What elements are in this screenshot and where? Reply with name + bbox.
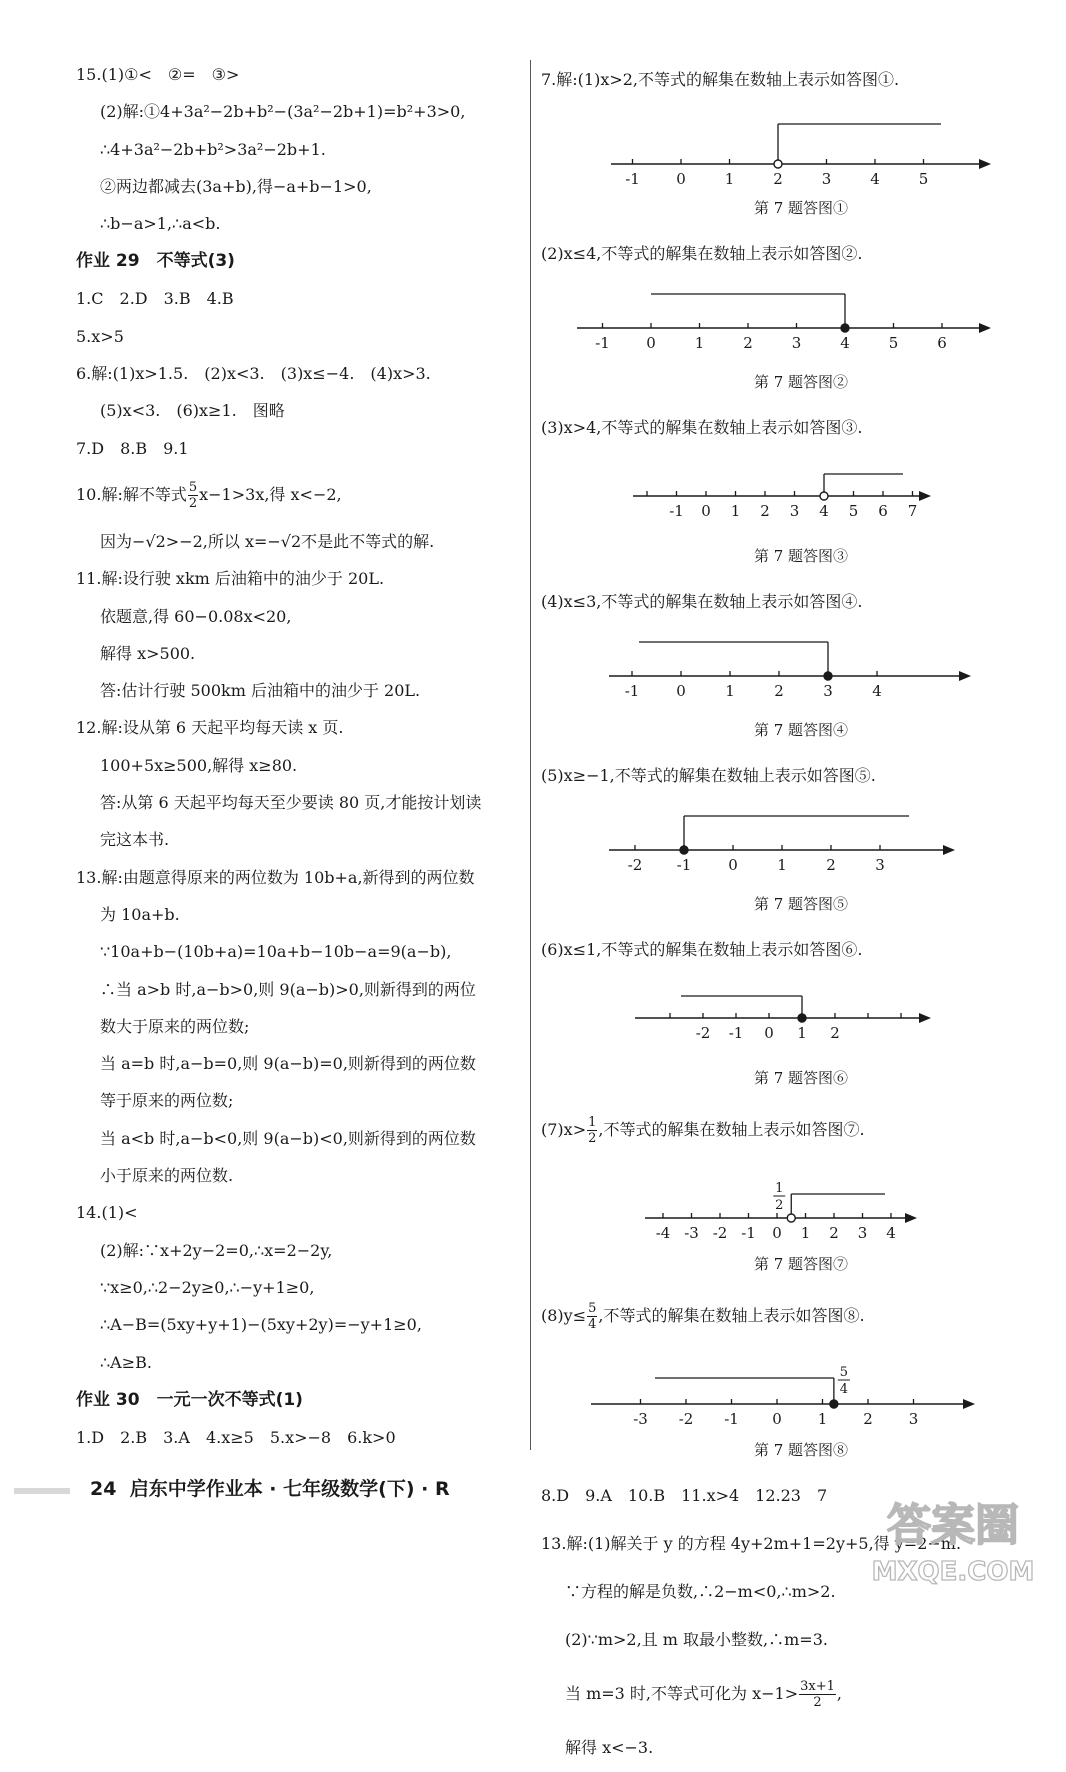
axis-arrow-icon <box>979 159 991 169</box>
tick-label: -3 <box>684 1224 699 1242</box>
fraction-3x1-2 <box>799 1679 836 1710</box>
tick-label: 0 <box>772 1224 782 1242</box>
fraction-denominator: 4 <box>588 1317 597 1332</box>
answer-13-3: (2)∵m>2,且 m 取最小整数,∴m=3. <box>565 1630 828 1649</box>
tick-label: 1 <box>797 1024 807 1042</box>
figure-8-caption: 第 7 题答图⑧ <box>753 1441 849 1459</box>
number-line-8 <box>541 1346 1041 1432</box>
answer-29-7-9: 7.D 8.B 9.1 <box>76 438 189 458</box>
number-line-5 <box>541 800 1041 886</box>
tick-label: -2 <box>678 1410 694 1428</box>
tick-label: 1 <box>694 334 705 352</box>
tick-label: 0 <box>676 682 686 700</box>
number-line-5-svg <box>541 800 1021 886</box>
fraction-denominator: 2 <box>813 1695 822 1710</box>
tick-label: -2 <box>695 1024 711 1042</box>
tick-label: -2 <box>712 1224 728 1242</box>
number-line-1 <box>541 104 1041 190</box>
endpoint-frac-num: 5 <box>839 1365 849 1380</box>
open-endpoint <box>774 160 782 168</box>
figure-4-text: (4)x≤3,不等式的解集在数轴上表示如答图④. <box>541 592 863 611</box>
figure-4-caption: 第 7 题答图④ <box>753 721 849 739</box>
tick-label: 0 <box>764 1024 774 1042</box>
fraction-numerator: 1 <box>588 1115 597 1130</box>
tick-label: -1 <box>676 856 692 874</box>
axis-arrow-icon <box>905 1213 917 1223</box>
tick-label: 6 <box>937 334 947 352</box>
tick-label: 0 <box>728 856 738 874</box>
closed-endpoint <box>798 1014 806 1022</box>
answer-29-6: 6.解:(1)x>1.5. (2)x<3. (3)x≤−4. (4)x>3. <box>76 364 431 384</box>
figure-7-text <box>541 1100 1041 1160</box>
answer-29-13e: 数大于原来的两位数; <box>100 1016 250 1036</box>
number-line-7-svg <box>541 1160 1021 1246</box>
tick-label: 2 <box>863 1410 873 1428</box>
closed-endpoint <box>841 324 849 332</box>
answer-13-2: ∵方程的解是负数,∴2−m<0,∴m>2. <box>565 1582 836 1601</box>
answer-29-11c: 解得 x>500. <box>100 643 196 663</box>
tick-label: -1 <box>669 502 684 520</box>
number-line-2 <box>541 278 1041 364</box>
page-number: 24 <box>90 1478 117 1500</box>
answer-15-1: 15.(1)①< ②= ③> <box>76 65 240 84</box>
axis-arrow-icon <box>943 845 955 855</box>
answer-15-5: ∴b−a>1,∴a<b. <box>100 214 221 234</box>
answer-13-1: 13.解:(1)解关于 y 的方程 4y+2m+1=2y+5,得 y=2−m. <box>541 1534 962 1553</box>
tick-label: 1 <box>725 682 735 700</box>
answer-29-1-4: 1.C 2.D 3.B 4.B <box>76 289 234 309</box>
number-line-4 <box>541 626 1041 712</box>
tick-label: -1 <box>625 170 640 188</box>
endpoint-frac-den: 2 <box>775 1198 784 1213</box>
tick-label: 3 <box>908 1410 919 1428</box>
number-line-3-svg <box>541 452 1021 538</box>
answer-29-13b: 为 10a+b. <box>100 904 180 924</box>
tick-label: 2 <box>826 856 836 874</box>
fraction-5-2 <box>188 480 198 511</box>
answer-29-5: 5.x>5 <box>76 326 124 346</box>
tick-label: 3 <box>789 502 800 520</box>
answer-13-4-pre: 当 m=3 时,不等式可化为 x−1> <box>565 1684 799 1703</box>
tick-label: 6 <box>878 502 888 520</box>
axis-arrow-icon <box>919 491 931 501</box>
fraction-denominator: 2 <box>188 495 198 511</box>
answer-29-6b: (5)x<3. (6)x≥1. 图略 <box>100 401 285 421</box>
fraction-numerator: 5 <box>588 1301 597 1316</box>
answer-29-10-post: x−1>3x,得 x<−2, <box>199 484 342 504</box>
number-line-2-svg <box>541 278 1021 364</box>
open-endpoint <box>820 492 828 500</box>
answer-30-1-6: 1.D 2.B 3.A 4.x≥5 5.x>−8 6.k>0 <box>76 1427 396 1447</box>
tick-label: -1 <box>624 682 640 700</box>
tick-label: 5 <box>848 502 859 520</box>
tick-label: 3 <box>791 334 802 352</box>
figure-7-text-pre: (7)x> <box>541 1120 587 1139</box>
tick-label: 7 <box>907 502 918 520</box>
answer-29-13i: 小于原来的两位数. <box>100 1166 234 1186</box>
answer-29-13: 13.解:由题意得原来的两位数为 10b+a,新得到的两位数 <box>76 867 475 887</box>
figure-6-text: (6)x≤1,不等式的解集在数轴上表示如答图⑥. <box>541 940 863 959</box>
answer-29-10 <box>76 467 528 523</box>
answer-29-10-pre: 10.解:解不等式 <box>76 484 187 504</box>
number-line-3 <box>541 452 1041 538</box>
axis-arrow-icon <box>959 671 971 681</box>
book-title: 启东中学作业本 · 七年级数学(下) · R <box>129 1478 450 1500</box>
answer-15-2: (2)解:①4+3a²−2b+b²−(3a²−2b+1)=b²+3>0, <box>100 102 466 122</box>
axis-arrow-icon <box>979 323 991 333</box>
answer-29-12d: 完这本书. <box>100 830 170 850</box>
figure-7-text-post: ,不等式的解集在数轴上表示如答图⑦. <box>598 1120 865 1139</box>
fraction-numerator: 5 <box>188 479 198 495</box>
tick-label: 3 <box>821 170 832 188</box>
tick-label: -1 <box>741 1224 756 1242</box>
watermark-top: 答案圈 <box>887 1500 1019 1551</box>
tick-label: 2 <box>774 682 784 700</box>
axis-arrow-icon <box>963 1399 975 1409</box>
figure-3-caption: 第 7 题答图③ <box>753 547 849 565</box>
tick-label: 1 <box>800 1224 811 1242</box>
figure-1-caption: 第 7 题答图① <box>753 199 849 217</box>
tick-label: 5 <box>918 170 929 188</box>
section-heading-29: 作业 29 不等式(3) <box>76 251 235 272</box>
answer-13-4 <box>541 1664 1041 1724</box>
answer-13-4-post: , <box>836 1684 842 1703</box>
answer-29-11d: 答:估计行驶 500km 后油箱中的油少于 20L. <box>100 681 421 701</box>
tick-label: -1 <box>724 1410 739 1428</box>
figure-1-text: 7.解:(1)x>2,不等式的解集在数轴上表示如答图①. <box>541 70 900 89</box>
answer-29-10b: 因为−√2>−2,所以 x=−√2不是此不等式的解. <box>100 531 435 551</box>
tick-label: 3 <box>823 682 833 700</box>
answer-29-13d: ∴当 a>b 时,a−b>0,则 9(a−b)>0,则新得到的两位 <box>100 979 476 999</box>
number-line-7 <box>541 1160 1041 1246</box>
footer-text <box>90 1474 450 1501</box>
answers-8-12: 8.D 9.A 10.B 11.x>4 12.23 7 <box>541 1486 828 1505</box>
fraction-denominator: 2 <box>588 1131 597 1146</box>
column-divider <box>530 60 531 1450</box>
answer-29-13c: ∵10a+b−(10b+a)=10a+b−10b−a=9(a−b), <box>100 942 452 962</box>
answer-29-11: 11.解:设行驶 xkm 后油箱中的油少于 20L. <box>76 569 385 589</box>
tick-label: 0 <box>646 334 656 352</box>
tick-label: 0 <box>772 1410 782 1428</box>
closed-endpoint <box>830 1400 838 1408</box>
tick-label: 5 <box>888 334 899 352</box>
answer-29-12c: 答:从第 6 天起平均每天至少要读 80 页,才能按计划读 <box>100 793 482 813</box>
fraction-5-4 <box>587 1301 597 1332</box>
fraction-1-2 <box>587 1115 597 1146</box>
answer-15-3: ∴4+3a²−2b+b²>3a²−2b+1. <box>100 139 326 159</box>
figure-8-text-pre: (8)y≤ <box>541 1306 587 1325</box>
tick-label: -2 <box>627 856 643 874</box>
answer-29-12b: 100+5x≥500,解得 x≥80. <box>100 755 298 775</box>
watermark-logo <box>868 1482 1038 1592</box>
tick-label: 1 <box>777 856 787 874</box>
tick-label: -1 <box>595 334 610 352</box>
tick-label: 3 <box>875 856 885 874</box>
figure-5-caption: 第 7 题答图⑤ <box>753 895 849 913</box>
figure-7-caption: 第 7 题答图⑦ <box>753 1255 849 1273</box>
answer-29-14d: ∴A−B=(5xy+y+1)−(5xy+2y)=−y+1≥0, <box>100 1315 422 1335</box>
figure-8-text <box>541 1286 1041 1346</box>
tick-label: -1 <box>728 1024 744 1042</box>
tick-label: 0 <box>676 170 686 188</box>
number-line-8-svg <box>541 1346 1021 1432</box>
answer-29-14b: (2)解:∵x+2y−2=0,∴x=2−2y, <box>100 1240 333 1260</box>
tick-label: 1 <box>730 502 741 520</box>
tick-label: 4 <box>886 1224 896 1242</box>
tick-label: 1 <box>817 1410 828 1428</box>
figure-5-text: (5)x≥−1,不等式的解集在数轴上表示如答图⑤. <box>541 766 876 785</box>
tick-label: 3 <box>857 1224 868 1242</box>
tick-label: 2 <box>773 170 783 188</box>
tick-label: 4 <box>840 334 850 352</box>
tick-label: 4 <box>870 170 880 188</box>
figure-2-caption: 第 7 题答图② <box>753 373 849 391</box>
figure-2-text: (2)x≤4,不等式的解集在数轴上表示如答图②. <box>541 244 863 263</box>
open-endpoint <box>787 1214 795 1222</box>
left-column <box>76 56 528 1456</box>
answer-15-4: ②两边都减去(3a+b),得−a+b−1>0, <box>100 176 372 196</box>
answer-29-13f: 当 a=b 时,a−b=0,则 9(a−b)=0,则新得到的两位数 <box>100 1054 476 1074</box>
tick-label: 2 <box>743 334 753 352</box>
answer-29-14e: ∴A≥B. <box>100 1352 152 1372</box>
answer-13-5: 解得 x<−3. <box>565 1738 654 1757</box>
figure-3-text: (3)x>4,不等式的解集在数轴上表示如答图③. <box>541 418 863 437</box>
closed-endpoint <box>680 846 688 854</box>
answer-29-13g: 等于原来的两位数; <box>100 1091 234 1111</box>
tick-label: 0 <box>701 502 711 520</box>
tick-label: 4 <box>872 682 882 700</box>
tick-label: 2 <box>829 1224 839 1242</box>
number-line-4-svg <box>541 626 1021 712</box>
endpoint-frac-den: 4 <box>839 1382 849 1397</box>
answer-29-14c: ∵x≥0,∴2−2y≥0,∴−y+1≥0, <box>100 1277 315 1297</box>
tick-label: 2 <box>830 1024 840 1042</box>
answer-29-14: 14.(1)< <box>76 1203 138 1223</box>
closed-endpoint <box>824 672 832 680</box>
watermark-bottom: MXQE.COM <box>871 1557 1035 1587</box>
endpoint-frac-num: 1 <box>775 1181 784 1196</box>
footer-bar <box>14 1488 70 1494</box>
number-line-1-svg <box>541 104 1021 190</box>
tick-label: 1 <box>724 170 735 188</box>
number-line-6-svg <box>541 974 1021 1060</box>
section-heading-30: 作业 30 一元一次不等式(1) <box>76 1389 303 1410</box>
tick-label: -3 <box>633 1410 648 1428</box>
tick-label: -4 <box>655 1224 671 1242</box>
number-line-6 <box>541 974 1041 1060</box>
axis-arrow-icon <box>919 1013 931 1023</box>
fraction-numerator: 3x+1 <box>800 1679 835 1694</box>
watermark-svg <box>868 1482 1038 1592</box>
figure-8-text-post: ,不等式的解集在数轴上表示如答图⑧. <box>598 1306 865 1325</box>
answer-29-11b: 依题意,得 60−0.08x<20, <box>100 606 292 626</box>
answer-29-12: 12.解:设从第 6 天起平均每天读 x 页. <box>76 718 344 738</box>
figure-6-caption: 第 7 题答图⑥ <box>753 1069 849 1087</box>
tick-label: 2 <box>760 502 770 520</box>
tick-label: 4 <box>819 502 829 520</box>
answer-29-13h: 当 a<b 时,a−b<0,则 9(a−b)<0,则新得到的两位数 <box>100 1128 476 1148</box>
